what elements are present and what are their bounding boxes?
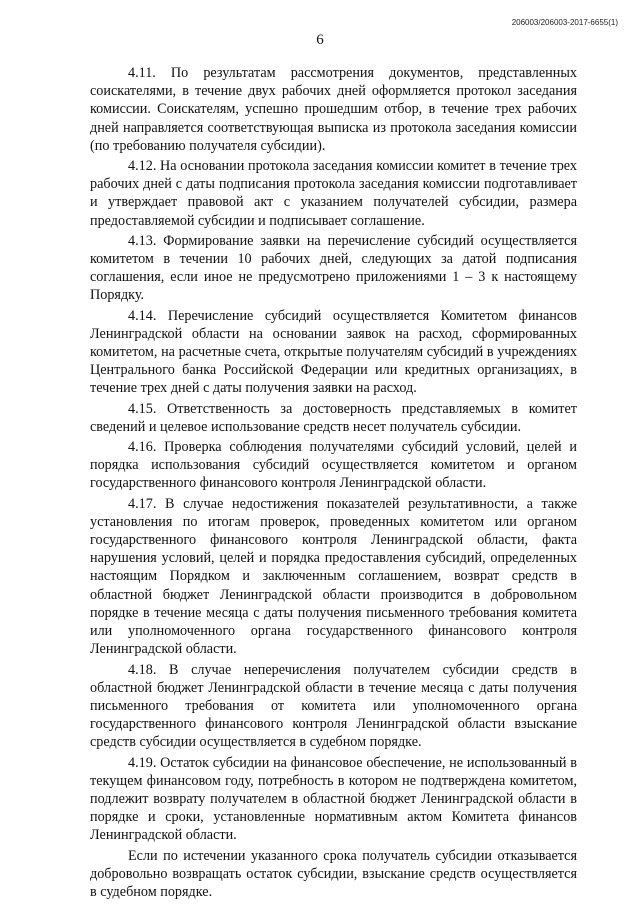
paragraph-final: Если по истечении указанного срока получатель субсидии отказывается добровольно возвращать остаток субсидии, взыскание средств осуществляется в судебном порядке. xyxy=(90,847,577,900)
paragraph-4-15: 4.15. Ответственность за достоверность представляемых в комитет сведений и целевое использование средств несет получатель субсидии. xyxy=(90,400,577,435)
paragraph-4-14: 4.14. Перечисление субсидий осуществляется Комитетом финансов Ленинградской области на основании заявок на расход, сформированных комитетом, на расчетные счета, открытые получателям субсидий в учреждениях Центрального банка Российской Федерации или кредитных организациях, в течение трех дней с даты получения заявки на расход. xyxy=(90,307,577,397)
document-body xyxy=(90,64,577,903)
paragraph-4-18: 4.18. В случае неперечисления получателем субсидии средств в областной бюджет Ленинградской области в течение месяца с даты получения письменного требования от комитета или уполномоченного органа государственного финансового контроля Ленинградской области взыскание средств субсидии осуществляется в судебном порядке. xyxy=(90,661,577,751)
paragraph-4-19: 4.19. Остаток субсидии на финансовое обеспечение, не использованный в текущем финансовом году, потребность в котором не подтверждена комитетом, подлежит возврату получателем в областной бюджет Ленинградской области в порядке и сроки, установленные нормативным актом Комитета финансов Ленинградской области. xyxy=(90,754,577,844)
document-id: 206003/206003-2017-6655(1) xyxy=(511,18,618,27)
paragraph-4-11: 4.11. По результатам рассмотрения документов, представленных соискателями, в течение двух рабочих дней оформляется протокол заседания комиссии. Соискателям, успешно прошедшим отбор, в течение трех рабочих дней направляется соответствующая выписка из протокола заседания комиссии (по требованию получателя субсидии). xyxy=(90,65,577,154)
page-number: 6 xyxy=(316,32,324,48)
paragraph-4-16: 4.16. Проверка соблюдения получателями субсидий условий, целей и порядка использования субсидий осуществляется комитетом и органом государственного финансового контроля Ленинградской области. xyxy=(90,439,577,492)
paragraph-4-13: 4.13. Формирование заявки на перечисление субсидий осуществляется комитетом в течении 10 рабочих дней, следующих за датой подписания соглашения, если иное не предусмотрено приложениями 1 – 3 к настоящему Порядку. xyxy=(90,232,577,304)
paragraph-4-12: 4.12. На основании протокола заседания комиссии комитет в течение трех рабочих дней с даты подписания протокола заседания комиссии подготавливает и утверждает правовой акт с указанием получателей субсидии, размера предоставляемой субсидии и подписывает соглашение. xyxy=(90,158,577,229)
paragraph-4-17: 4.17. В случае недостижения показателей результативности, а также установления по итогам проверок, проведенных комитетом или органом государственного финансового контроля Ленинградской области, факта нарушения условий, целей и порядка предоставления субсидий, определенных настоящим Порядком и заключенным соглашением, возврат средств в областной бюджет Ленинградской области производится в добровольном порядке в течение месяца с даты получения письменного требования комитета или уполномоченного органа государственного финансового контроля Ленинградской области. xyxy=(90,495,577,658)
